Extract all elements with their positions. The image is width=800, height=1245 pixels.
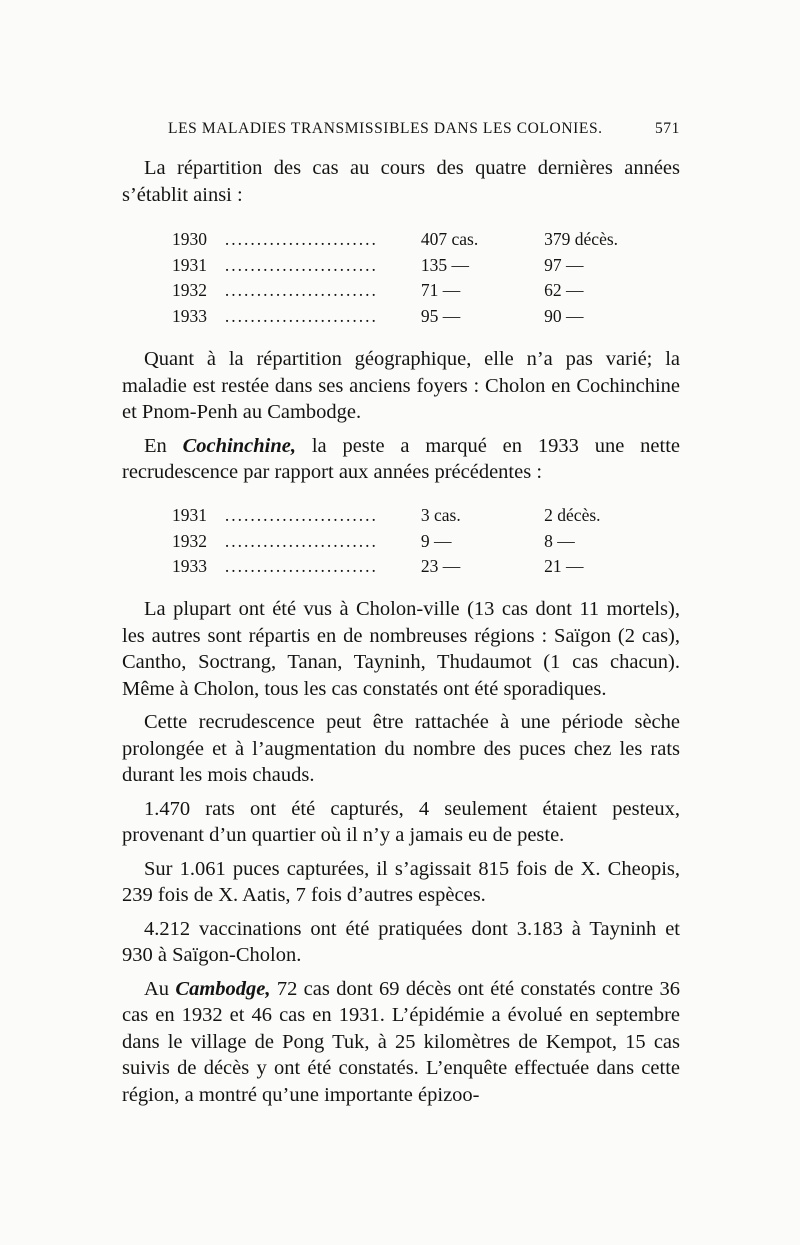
cases-cell: 23 — bbox=[420, 556, 461, 576]
deaths-cell: 8 — bbox=[544, 530, 575, 551]
deaths-cell: 379 décès. bbox=[544, 229, 619, 249]
cambodge-label: Cambodge, bbox=[175, 977, 271, 1000]
leader-dots: ........................ bbox=[224, 254, 378, 275]
deaths-cell: 97 — bbox=[544, 254, 584, 275]
year-cell: 1931 bbox=[172, 505, 207, 525]
table-row bbox=[172, 280, 642, 306]
table-row bbox=[172, 531, 642, 557]
cochinchine-post: la peste a marqué en 1933 une nette recrudescence par rapport aux années précédentes : bbox=[122, 434, 680, 483]
running-header bbox=[168, 120, 680, 138]
cases-cell: 135 — bbox=[420, 254, 469, 275]
cases-cell: 407 cas. bbox=[420, 229, 479, 249]
year-cell: 1930 bbox=[172, 229, 207, 249]
deaths-cell: 21 — bbox=[544, 556, 584, 576]
fleas-paragraph: Sur 1.061 puces capturées, il s’agissait 815 fois de X. Cheopis, 239 fois de X. Aatis, 7 fois d’autres espèces. bbox=[122, 857, 680, 906]
cochinchine-pre: En bbox=[144, 434, 183, 457]
intro-paragraph: La répartition des cas au cours des quatre dernières années s’établit ainsi : bbox=[122, 157, 680, 206]
cambodge-paragraph bbox=[122, 976, 680, 1109]
running-title: LES MALADIES TRANSMISSIBLES DANS LES COLONIES. bbox=[168, 120, 603, 137]
geography-paragraph: Quant à la répartition géographique, elle n’a pas varié; la maladie est restée dans ses anciens foyers : Cholon en Cochinchine et Pnom-Penh au Cambodge. bbox=[122, 348, 680, 423]
page-number: 571 bbox=[654, 120, 680, 137]
leader-dots: ........................ bbox=[224, 305, 378, 326]
year-cell: 1932 bbox=[172, 530, 207, 551]
cases-cell: 95 — bbox=[420, 305, 461, 326]
table-row bbox=[172, 306, 642, 332]
cases-table-cochinchine bbox=[172, 505, 642, 582]
table-row bbox=[172, 505, 642, 531]
recrudescence-paragraph: Cette recrudescence peut être rattachée à une période sèche prolongée et à l’augmentation du nombre des puces chez les rats durant les mois chauds. bbox=[122, 711, 680, 786]
cases-cell: 71 — bbox=[420, 280, 461, 300]
body-block bbox=[122, 596, 680, 1115]
leader-dots: ........................ bbox=[224, 505, 378, 525]
cases-cell: 9 — bbox=[420, 530, 452, 551]
year-cell: 1931 bbox=[172, 254, 207, 275]
year-cell: 1932 bbox=[172, 280, 207, 300]
leader-dots: ........................ bbox=[224, 530, 378, 551]
intro-block bbox=[122, 155, 680, 215]
deaths-cell: 62 — bbox=[544, 280, 584, 300]
vaccination-paragraph: 4.212 vaccinations ont été pratiquées dont 3.183 à Tayninh et 930 à Saïgon-Cholon. bbox=[122, 917, 680, 966]
cases-cell: 3 cas. bbox=[420, 505, 461, 525]
deaths-cell: 90 — bbox=[544, 305, 584, 326]
cochinchine-label: Cochinchine, bbox=[182, 434, 296, 457]
geography-block bbox=[122, 346, 680, 493]
cochinchine-paragraph bbox=[122, 433, 680, 486]
cambodge-post: 72 cas dont 69 décès ont été constatés contre 36 cas en 1932 et 46 cas en 1931. L’épidémie a évolué en septembre dans le village de Pong Tuk, à 25 kilomètres de Kempot, 15 cas suivis de décès y ont été constatés. L’enquête effectuée dans cette région, a montré qu’une importante épizoo- bbox=[122, 977, 680, 1106]
leader-dots: ........................ bbox=[224, 556, 378, 576]
year-cell: 1933 bbox=[172, 305, 207, 326]
deaths-cell: 2 décès. bbox=[544, 505, 601, 525]
table-row bbox=[172, 556, 642, 582]
leader-dots: ........................ bbox=[224, 280, 378, 300]
table-row bbox=[172, 229, 642, 255]
year-cell: 1933 bbox=[172, 556, 207, 576]
rats-paragraph: 1.470 rats ont été capturés, 4 seulement étaient pesteux, provenant d’un quartier où il n’y a jamais eu de peste. bbox=[122, 797, 680, 846]
cases-table-1930-1933 bbox=[172, 229, 642, 331]
table-row bbox=[172, 255, 642, 281]
leader-dots: ........................ bbox=[224, 229, 378, 249]
cholon-paragraph: La plupart ont été vus à Cholon-ville (13 cas dont 11 mortels), les autres sont répartis en de nombreuses régions : Saïgon (2 cas), Cantho, Soctrang, Tanan, Tayninh, Thudaumot (1 cas chacun). Même à Cholon, tous les cas constatés ont été sporadiques. bbox=[122, 598, 680, 700]
cambodge-pre: Au bbox=[144, 977, 176, 1000]
